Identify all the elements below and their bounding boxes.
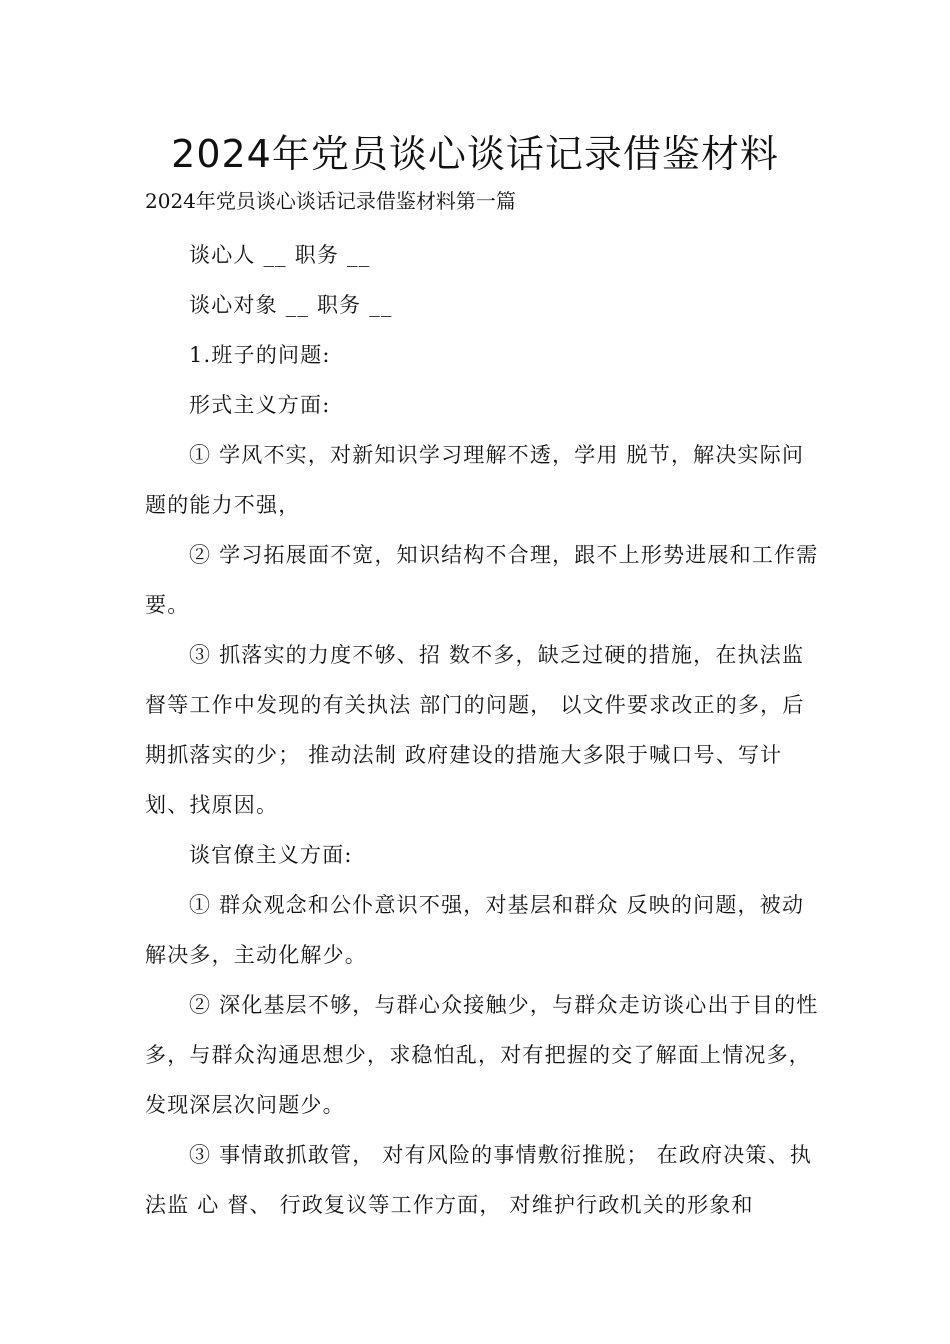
paragraph-formalism-1: ① 学风不实，对新知识学习理解不透，学用 脱节，解决实际问题的能力不强，: [145, 443, 805, 517]
paragraph-bureaucratism-heading: 谈官僚主义方面:: [189, 843, 353, 867]
paragraph-bureaucratism-2: ② 深化基层不够，与群心众接触少，与群众走访谈心出于目的性多，与群众沟通思想少，求稳怕乱，对有把握的交了解面上情况多，发现深层次问题少。: [145, 993, 819, 1117]
paragraph-talker: 谈心人 __ 职务 __: [189, 243, 371, 267]
document-subtitle: 2024年党员谈心谈话记录借鉴材料第一篇: [145, 189, 516, 213]
document-title: 2024年党员谈心谈话记录借鉴材料: [171, 132, 779, 176]
paragraph-formalism-2: ② 学习拓展面不宽，知识结构不合理，跟不上形势进展和工作需要。: [145, 543, 819, 617]
document-body: [145, 230, 825, 1230]
paragraph-team-issues-heading: 1.班子的问题:: [189, 343, 331, 367]
paragraph-talk-target: 谈心对象 __ 职务 __: [189, 293, 393, 317]
paragraph-bureaucratism-1: ① 群众观念和公仆意识不强，对基层和群众 反映的问题，被动解决多，主动化解少。: [145, 893, 805, 967]
paragraph-formalism-heading: 形式主义方面:: [189, 393, 331, 417]
paragraph-formalism-3: ③ 抓落实的力度不够、招 数不多，缺乏过硬的措施，在执法监督等工作中发现的有关执法 部门的问题， 以文件要求改正的多，后期抓落实的少； 推动法制 政府建设的措施大多限于喊口号、写计划、找原因。: [145, 643, 805, 817]
paragraph-bureaucratism-3: ③ 事情敢抓敢管， 对有风险的事情敷衍推脱； 在政府决策、执法监 心 督、 行政复议等工作方面， 对维护行政机关的形象和: [145, 1143, 813, 1217]
